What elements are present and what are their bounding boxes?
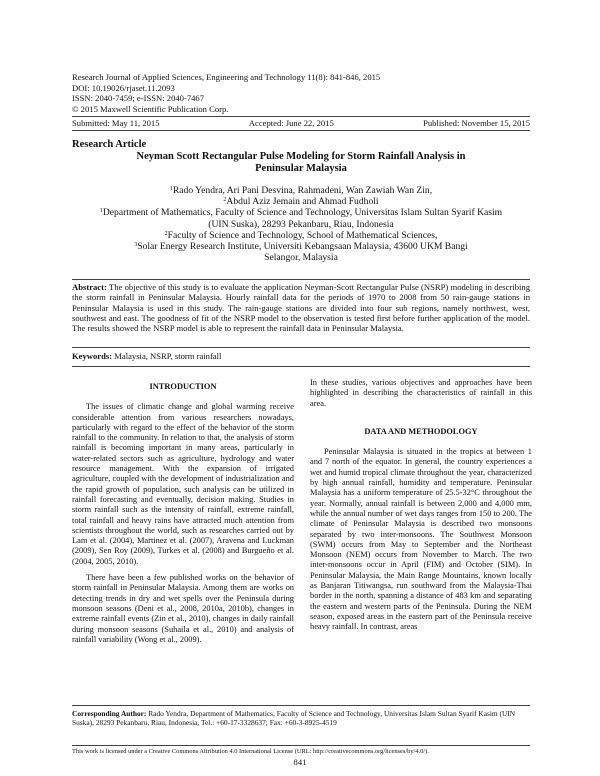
data-methodology-heading: DATA AND METHODOLOGY: [364, 426, 478, 436]
affiliation-3: $^3$Solar Energy Research Institute, Universiti Kebangsaan Malaysia, 43600 UKM Bangi: [134, 241, 468, 253]
data-paragraph-1: Peninsular Malaysia is situated in the tropics at between 1 and 7 north of the equator. In general, the country experiences a wet and humid tropical climate throughout the year, characterized by high annual rainfall, humidity and temperature. Peninsular Malaysia has a uniform temperature of 25.5-32°C throughout the year. Normally, annual rainfall is between 2,000 and 4,000 mm, while the annual number of wet days ranges from 150 to 200. The climate of Peninsular Malaysia is described two monsoons separated by two inter-monsoons. The Southwest Monsoon (SWM) occurs from May to September and the Northeast Monsoon (NEM) occurs from November to March. The two inter-monsoons occur in April (FIM) and October (SIM). In Peninsular Malaysia, the Main Range Mountains, known locally as Banjaran Titiwangsa, run southward from the Malaysia-Thai border in the north, spanning a distance of 483 km and separating the eastern and western parts of the Peninsula. During the NEM season, exposed areas in the eastern part of the Peninsula receive heavy rainfall. In contrast, areas: [310, 447, 532, 632]
abstract-bottom-rule: [72, 347, 530, 348]
corresponding-author: [72, 709, 530, 727]
corresponding-label: Corresponding Author:: [72, 709, 147, 718]
article-type: Research Article: [72, 139, 147, 150]
corresponding-text: Rado Yendra, Department of Mathematics, Faculty of Science and Technology, Universitas Islam Sultan Syarif Kasim (UIN Suska), 28293 Pekanbaru, Riau, Indonesia, Tel.: +60-17-3328637; Fax: +60-3-8925-4519: [72, 709, 516, 727]
intro-heading: INTRODUCTION: [149, 382, 217, 391]
page-number: 841: [293, 757, 307, 767]
footer-rule: [72, 705, 530, 706]
right-column: [310, 378, 532, 633]
intro-paragraph-2: There have been a few published works on the behavior of storm rainfall in Peninsular Malaysia. Among them are works on detecting trends in dry and wet spells over the Peninsula during monsoon seasons (Deni et al., 2008, 2010a, 2010b), changes in extreme rainfall events (Zin et al., 2010), changes in daily rainfall during monsoon seasons (Suhaila et al., 2010) and analysis of rainfall variability (Wong et al., 2009).: [72, 573, 294, 644]
abstract-top-rule: [72, 279, 530, 280]
published-date: Published: November 15, 2015: [423, 118, 530, 128]
intro-paragraph-3: In these studies, various objectives and approaches have been highlighted in describing the characteristics of rainfall in this area.: [310, 378, 532, 408]
journal-header: [72, 72, 380, 114]
keywords-text: Malaysia, NSRP, storm rainfall: [112, 351, 222, 361]
affiliation-3-cont: Selangor, Malaysia: [264, 252, 338, 264]
header-divider: [72, 116, 530, 117]
title-line-2: Peninsular Malaysia: [255, 163, 347, 174]
authors-line-2: $^2$Abdul Aziz Jemain and Ahmad Fudholi: [223, 196, 379, 208]
authors-line-1: $^1$Rado Yendra, Ari Pani Desvina, Rahmadeni, Wan Zawiah Wan Zin,: [169, 185, 433, 196]
affiliation-1: $^1$Department of Mathematics, Faculty of Science and Technology, Universitas Islam Sultan Syarif Kasim: [99, 207, 503, 219]
affiliation-1-cont: (UIN Suska), 28293 Pekanbaru, Riau, Indonesia: [208, 218, 394, 230]
keywords-label: Keywords:: [72, 351, 113, 361]
left-column: [72, 378, 294, 645]
journal-citation: Research Journal of Applied Sciences, Engineering and Technology 11(8): 841-846, 2015: [72, 72, 381, 82]
keywords-rule: [72, 366, 530, 367]
abstract-text: The objective of this study is to evaluate the application Neyman-Scott Rectangular Pulse (NSRP) modeling in describing the storm rainfall in Peninsular Malaysia. Hourly rainfall data for the periods of 1970 to 2008 from 50 rain-gauge stations in Peninsular Malaysia is used in this study. The rain-gauge stations are divided into four sub regions, namely northwest, west, southwest and east. The goodness of fit of the NSRP model to the observation is tested first before further application of the model. The results showed the NSRP model is able to represent the rainfall data in Peninsular Malaysia.: [72, 282, 530, 334]
author-block: [72, 185, 530, 263]
license-note: This work is licensed under a Creative Commons Attribution 4.0 International License (URL: http://creativecommons.org/licenses/by/4.0/).: [72, 748, 429, 755]
affiliation-2: $^2$Faculty of Science and Technology, School of Mathematical Sciences,: [164, 229, 438, 241]
abstract-label: Abstract:: [72, 282, 107, 292]
dates-divider: [72, 130, 530, 131]
submitted-date: Submitted: May 11, 2015: [72, 118, 160, 128]
title-line-1: Neyman Scott Rectangular Pulse Modeling for Storm Rainfall Analysis in: [136, 151, 466, 162]
license-rule: [72, 745, 530, 746]
copyright: © 2015 Maxwell Scientific Publication Corp.: [72, 103, 229, 114]
issn: ISSN: 2040-7459; e-ISSN: 2040-7467: [72, 93, 205, 104]
dates-row: [72, 118, 530, 128]
paper-title: [72, 151, 530, 175]
abstract: [72, 282, 530, 333]
intro-paragraph-1: The issues of climatic change and global warming receive considerable attention from various researchers nowadays, particularly with regard to the effect of the behavior of the storm rainfall to the community. In relation to that, the analysis of storm rainfall is becoming important in many areas, particularly in water-related sectors such as agriculture, hydrology and water resource management. With the expansion of irrigated agriculture, coupled with the development of industrialization and the rapid growth of population, such analysis can be utilized in rainfall forecasting and eventually, decision making. Studies in storm rainfall such as the intensity of rainfall, extreme rainfall, total rainfall and heavy rains have attracted much attention from scientists throughout the world, such as researches carried out by Lam et al. (2004), Martinez et al. (2007), Aravena and Luckman (2009), Sen Roy (2009), Turkes et al. (2008) and Burgueño et al. (2004, 2005, 2010).: [72, 402, 294, 566]
keywords: [72, 351, 530, 361]
doi: DOI: 10.19026/rjaset.11.2093: [72, 82, 175, 93]
accepted-date: Accepted: June 22, 2015: [248, 118, 334, 128]
